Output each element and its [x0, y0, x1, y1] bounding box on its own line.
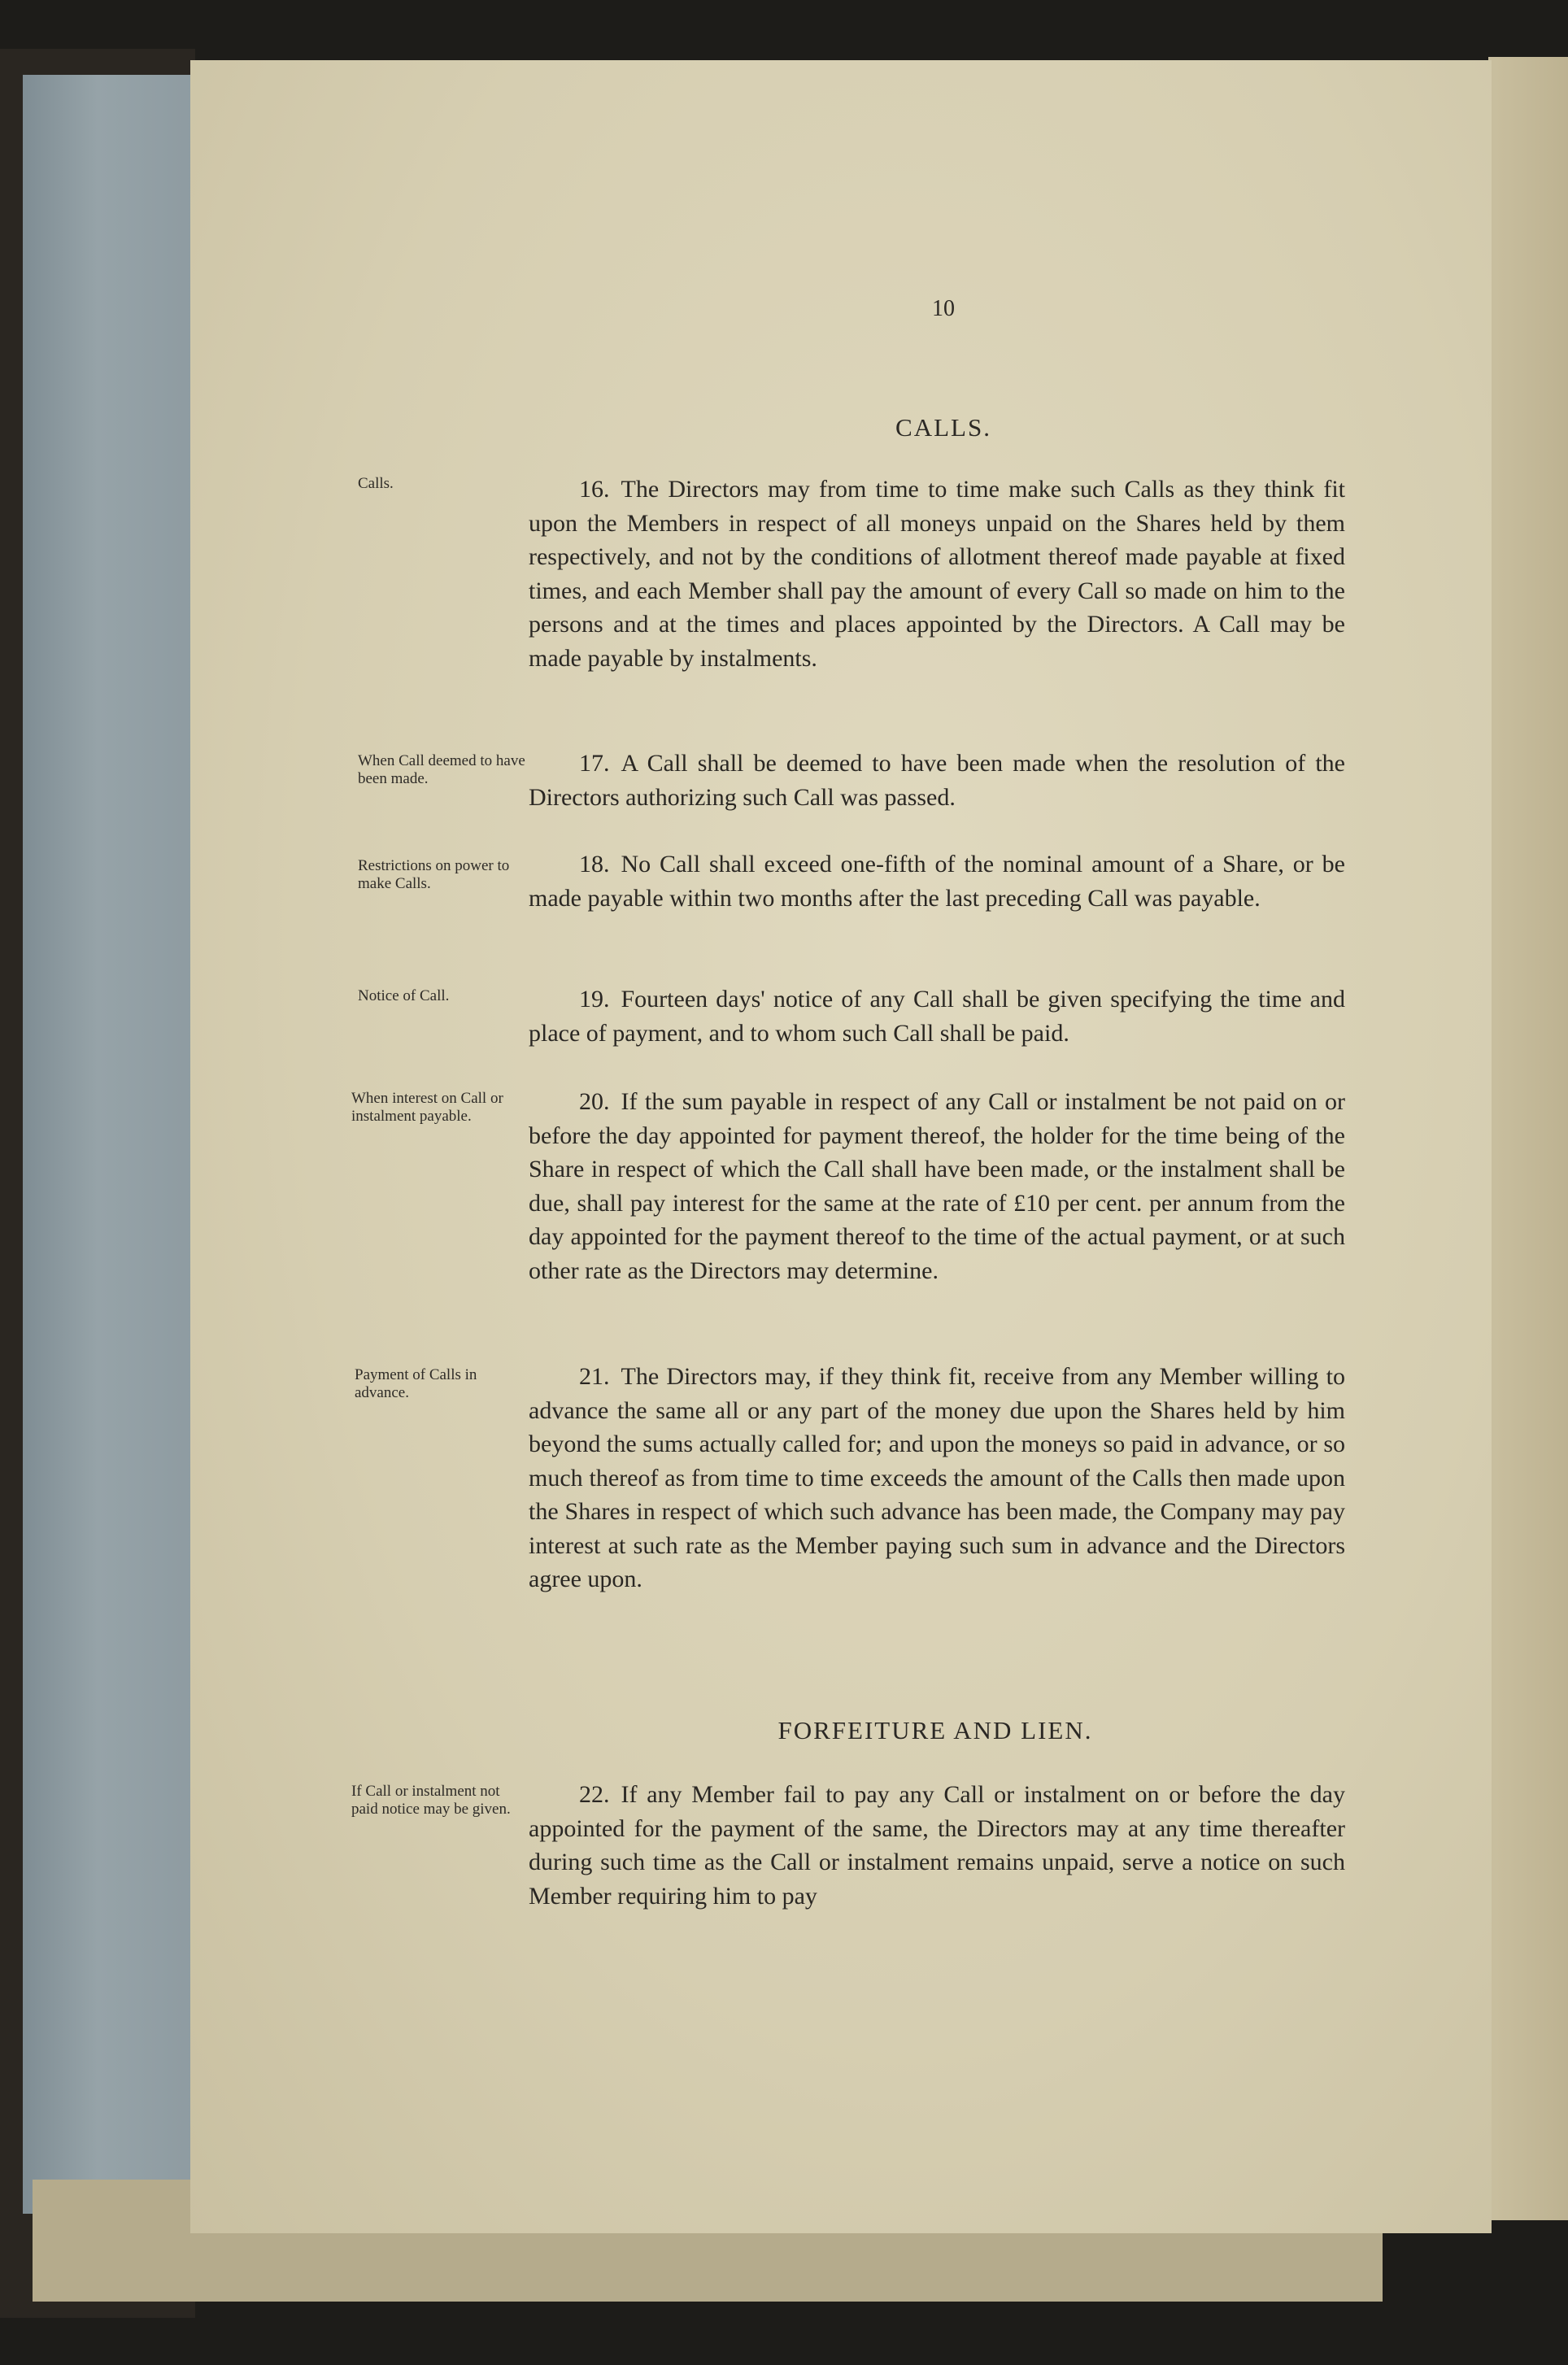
- article-number: 18.: [579, 851, 610, 878]
- article-text: Fourteen days' notice of any Call shall be given specifying the time and place of payment, and to whom such Call shall be paid.: [529, 986, 1345, 1047]
- article-number: 20.: [579, 1088, 610, 1115]
- article-number: 22.: [579, 1781, 610, 1808]
- article-number: 16.: [579, 476, 610, 503]
- article-text: No Call shall exceed one-fifth of the nominal amount of a Share, or be made payable within two months after the last preceding Call was payable.: [529, 851, 1345, 912]
- article-19: [529, 982, 1345, 1050]
- facing-page-edge: [1488, 57, 1568, 2220]
- margin-note-20: When interest on Call or instalment payable.: [351, 1090, 503, 1125]
- section-heading-calls: CALLS.: [895, 413, 991, 442]
- article-text: A Call shall be deemed to have been made when the resolution of the Directors authorizing such Call was passed.: [529, 750, 1345, 811]
- margin-note-21: Payment of Calls in advance.: [355, 1366, 477, 1401]
- article-16: [529, 473, 1345, 675]
- article-21: [529, 1360, 1345, 1596]
- page-number: 10: [932, 296, 955, 321]
- margin-note-22: If Call or instalment not paid notice may be given.: [351, 1783, 511, 1818]
- article-number: 21.: [579, 1363, 610, 1390]
- article-17: [529, 747, 1345, 814]
- article-18: [529, 847, 1345, 915]
- article-number: 17.: [579, 750, 610, 777]
- blue-endpaper: [23, 75, 210, 2214]
- section-heading-forfeiture: FORFEITURE AND LIEN.: [777, 1716, 1093, 1744]
- margin-note-16: Calls.: [358, 475, 394, 492]
- article-number: 19.: [579, 986, 610, 1013]
- article-20: [529, 1085, 1345, 1287]
- margin-note-19: Notice of Call.: [358, 987, 450, 1004]
- article-22: [529, 1778, 1345, 1913]
- margin-note-17: When Call deemed to have been made.: [358, 752, 525, 787]
- article-text: If the sum payable in respect of any Call or instalment be not paid on or before the day appointed for payment thereof, the holder for the time being of the Share in respect of which the Call shall have been made, or the instalment shall be due, shall pay interest for the same at the rate of £10 per cent. per annum from the day appointed for the payment thereof to the time of the actual payment, or at such other rate as the Directors may determine.: [529, 1088, 1345, 1284]
- article-text: The Directors may, if they think fit, receive from any Member willing to advance the same all or any part of the money due upon the Shares held by him beyond the sums actually called for; and upon the moneys so paid in advance, or so much thereof as from time to time exceeds the amount of the Calls then made upon the Shares in respect of which such advance has been made, the Company may pay interest at such rate as the Member paying such sum in advance and the Directors agree upon.: [529, 1363, 1345, 1592]
- article-text: The Directors may from time to time make such Calls as they think fit upon the Members in respect of all moneys unpaid on the Shares held by them respectively, and not by the conditions of allotment thereof made payable at fixed times, and each Member shall pay the amount of every Call so made on him to the persons and at the times and places appointed by the Directors. A Call may be made payable by instalments.: [529, 476, 1345, 672]
- margin-note-18: Restrictions on power to make Calls.: [358, 857, 510, 892]
- article-text: If any Member fail to pay any Call or instalment on or before the day appointed for the payment of the same, the Directors may at any time thereafter during such time as the Call or instalment remains unpaid, serve a notice on such Member requiring him to pay: [529, 1781, 1345, 1910]
